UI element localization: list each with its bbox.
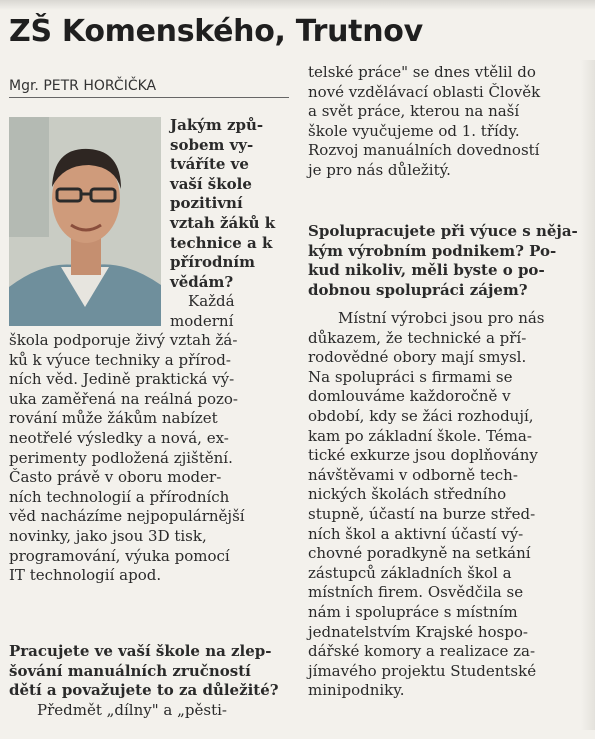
byline: Mgr. PETR HORČIČKA — [9, 78, 157, 94]
question-2: Pracujete ve vaší škole na zlep- šování manuálních zručností dětí a považujete to za důležité? Předmět „dílny" a „pěsti- — [9, 642, 279, 719]
question-3: Spolupracujete při výuce s něja- kým výrobním podnikem? Po- kud nikoliv, měli byste o po- dobnou spolupráci zájem? — [308, 222, 578, 299]
page-edge-shadow — [581, 60, 595, 730]
answer-2-start: Předmět „dílny" a „pěsti- — [37, 700, 227, 719]
byline-rule — [9, 97, 289, 98]
question-1: Jakým způ- sobem vy- tváříte ve vaší škole pozitivní vztah žáků k technice a k přírodním vědám? Každá moderní — [170, 116, 276, 330]
answer-3: Místní výrobci jsou pro nás důkazem, že technické a pří- rodovědné obory mají smysl. Na spolupráci s firmami se domlouváme každoročně v období, kdy se žáci rozhodují, kam po základní škole. Téma- tické exkurze jsou doplňovány návštěvami v odborně tech- nických školách středního stupně, účastí na burze střed- ních škol a aktivní účastí vý- chovné poradkyně na setkání zástupců základních škol a místních firem. Osvědčila se nám i spolupráce s místním jednatelstvím Krajské hospo- dářské komory a realizace za- jímavého projektu Studentské minipodniky. — [308, 309, 545, 700]
author-portrait-image — [9, 117, 161, 326]
headline: ZŠ Komenského, Trutnov — [9, 14, 423, 49]
answer-1: škola podporuje živý vztah žá- ků k výuce techniky a přírod- ních věd. Jedině praktická vý- uka zaměřená na reálná pozo- rování může žákům nabízet neotřelé výsledky a nová, ex- perimenty podložená zjištění. Často právě v oboru moder- ních technologií a přírodních věd nacházíme nejpopulárnější novinky, jako jsou 3D tisk, programování, výuka pomocí IT technologií apod. — [9, 331, 245, 585]
previous-text-bleed — [0, 0, 595, 10]
answer-2-continued: telské práce" se dnes vtělil do nové vzdělávací oblasti Člověk a svět práce, kterou na naší škole vyučujeme od 1. třídy. Rozvoj manuálních dovedností je pro nás důležitý. — [308, 63, 541, 179]
author-photo — [9, 117, 161, 326]
